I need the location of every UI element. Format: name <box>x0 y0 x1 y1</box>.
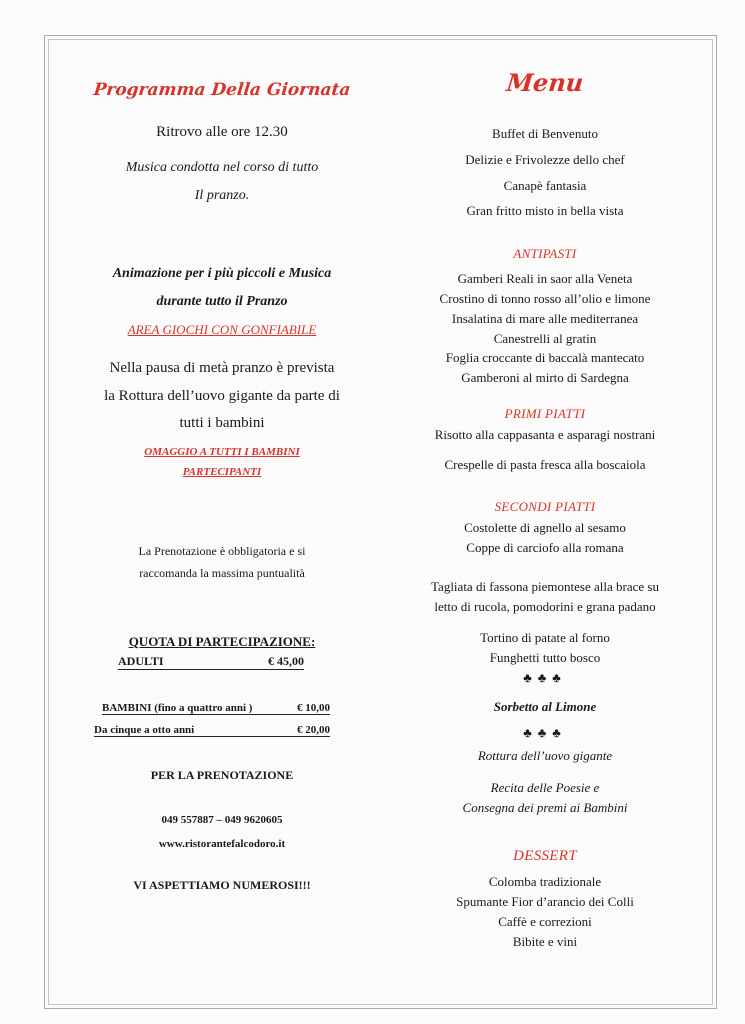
secondi-heading: SECONDI PIATTI <box>494 499 596 514</box>
clubs-divider-icon: ♣♣♣ <box>523 670 567 685</box>
menu-item: Tortino di patate al forno <box>480 630 610 645</box>
price-value: € 45,00 <box>268 654 304 668</box>
music-line-2: Il pranzo. <box>194 188 250 203</box>
menu-item: Caffè e correzioni <box>498 914 592 929</box>
menu-item: Foglia croccante di baccalà mantecato <box>445 350 645 365</box>
menu-item: Gran fritto misto in bella vista <box>466 203 624 218</box>
menu-item: Bibite e vini <box>512 934 578 949</box>
play-area-note: AREA GIOCHI CON GONFIABILE <box>127 322 317 337</box>
menu-item: Delizie e Frivolezze dello chef <box>465 152 625 167</box>
booking-note-2: raccomanda la massima puntualità <box>139 566 305 580</box>
price-row-children-under-4 <box>102 702 330 715</box>
menu-item: Canestrelli al gratin <box>493 331 597 346</box>
menu-item: Gamberoni al mirto di Sardegna <box>461 370 629 385</box>
menu-item: Insalatina di mare alle mediterranea <box>451 311 639 326</box>
price-label: BAMBINI (fino a quattro anni ) <box>102 702 253 714</box>
program-title: Programma Della Giornata <box>92 80 352 100</box>
menu-title: Menu <box>505 68 585 97</box>
price-value: € 10,00 <box>297 702 330 714</box>
meeting-time: Ritrovo alle ore 12.30 <box>156 124 288 140</box>
gift-line-2: PARTECIPANTI <box>182 466 262 478</box>
menu-item: Risotto alla cappasanta e asparagi nostrani <box>434 427 656 442</box>
animation-line-2: durante tutto il Pranzo <box>156 294 288 309</box>
menu-item: Coppe di carciofo alla romana <box>466 540 624 555</box>
menu-item: Buffet di Benvenuto <box>492 126 598 141</box>
program-column <box>72 0 372 1024</box>
pause-line-1: Nella pausa di metà pranzo è prevista <box>109 360 335 376</box>
price-label: Da cinque a otto anni <box>94 724 195 736</box>
pause-line-2: la Rottura dell’uovo gigante da parte di <box>104 388 340 404</box>
quota-title: QUOTA DI PARTECIPAZIONE: <box>128 634 316 649</box>
menu-item: letto di rucola, pomodorini e grana padano <box>434 599 656 614</box>
price-row-children-5-8 <box>94 724 330 737</box>
dessert-heading: DESSERT <box>513 848 577 864</box>
menu-item: Funghetti tutto bosco <box>489 650 601 665</box>
contact-title: PER LA PRENOTAZIONE <box>150 768 294 782</box>
price-value: € 20,00 <box>297 724 330 736</box>
price-label: ADULTI <box>118 654 164 668</box>
menu-column <box>380 0 710 1024</box>
music-line-1: Musica condotta nel corso di tutto <box>125 160 319 175</box>
clubs-divider-icon: ♣♣♣ <box>523 725 567 740</box>
menu-item: Canapè fantasia <box>503 178 587 193</box>
pause-line-3: tutti i bambini <box>179 415 265 431</box>
recital-line-1: Recita delle Poesie e <box>490 780 600 795</box>
animation-line-1: Animazione per i più piccoli e Musica <box>112 266 332 281</box>
recital-line-2: Consegna dei premi ai Bambini <box>462 800 628 815</box>
price-row-adults <box>118 654 304 670</box>
menu-item: Crespelle di pasta fresca alla boscaiola <box>444 457 646 472</box>
menu-item: Tagliata di fassona piemontese alla brace su <box>431 579 659 594</box>
menu-item: Crostino di tonno rosso all’olio e limone <box>439 291 651 306</box>
egg-breaking-item: Rottura dell’uovo gigante <box>477 748 613 763</box>
menu-item: Colomba tradizionale <box>488 874 602 889</box>
menu-item: Costolette di agnello al sesamo <box>464 520 626 535</box>
website-text: www.ristorantefalcodoro.it <box>158 838 286 850</box>
closing-text: VI ASPETTIAMO NUMEROSI!!! <box>133 878 311 892</box>
sorbet-item: Sorbetto al Limone <box>493 699 597 714</box>
primi-heading: PRIMI PIATTI <box>504 406 586 421</box>
antipasti-heading: ANTIPASTI <box>513 246 577 261</box>
phone-numbers: 049 557887 – 049 9620605 <box>161 814 283 826</box>
menu-item: Gamberi Reali in saor alla Veneta <box>457 271 633 286</box>
booking-note-1: La Prenotazione è obbligatoria e si <box>138 544 306 558</box>
menu-item: Spumante Fior d’arancio dei Colli <box>456 894 634 909</box>
gift-line-1: OMAGGIO A TUTTI I BAMBINI <box>144 446 300 458</box>
